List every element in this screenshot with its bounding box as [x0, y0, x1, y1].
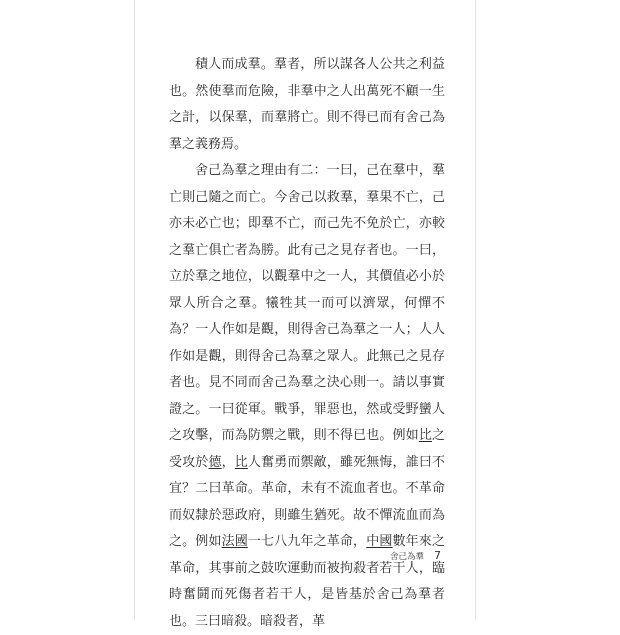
text-run: 一七八九年之革命， — [247, 534, 367, 549]
underlined-country-china: 中國 — [366, 534, 393, 549]
underlined-country-france: 法國 — [221, 534, 248, 549]
text-run: 數年來之革命，其事前之鼓吹運動而被拘殺者若干人，臨時奮鬪而死傷者若干人，是皆基於舍己為羣者也。三曰暗殺。暗殺者，革 — [169, 534, 445, 629]
paragraph-1 — [169, 52, 445, 158]
page-number: 7 — [434, 549, 441, 562]
underlined-country-belgium: 比 — [234, 454, 248, 470]
text-run: 人奮勇而禦敵，雖死無悔，誰曰不宜？二曰革命。革命，未有不流血者也。不革命而奴隸於惡政府，則雖生猶死。故不憚流血而為之。例如 — [169, 454, 445, 549]
page-footer — [390, 544, 441, 563]
paragraph-1-text: 積人而成羣。羣者，所以謀各人公共之利益也。然使羣而危險，非羣中之人出萬死不顧一生之計，以保羣，而羣將亡。則不得已而有舍己為羣之義務焉。 — [169, 57, 445, 152]
text-run: ， — [221, 454, 235, 470]
underlined-country-belgium: 比 — [418, 428, 432, 443]
book-page — [134, 0, 476, 629]
text-run: 之受攻於 — [169, 428, 445, 470]
underlined-country-germany: 德 — [208, 454, 222, 470]
text-run: 舍己為羣之理由有二：一曰，己在羣中，羣亡則己隨之而亡。今舍己以救羣，羣果不亡，己亦未必亡也；即羣不亡，而己先不免於亡，亦較之羣亡俱亡者為勝。此有己之見存者也。一曰，立於羣之地位，以觀羣中之一人，其價值必小於眾人所合之羣。犧牲其一而可以濟眾，何憚不為？一人作如是觀，則得舍己為羣之一人；人人作如是觀，則得舍己為羣之眾人。此無己之見存者也。見不同而舍己為羣之決心則一。請以事實證之。一曰從軍。戰爭，罪惡也，然或受野蠻人之攻擊，而為防禦之戰，則不得已也。例如 — [169, 163, 445, 443]
running-chapter-title: 舍己為羣 — [389, 552, 424, 562]
paragraph-2 — [169, 158, 445, 635]
